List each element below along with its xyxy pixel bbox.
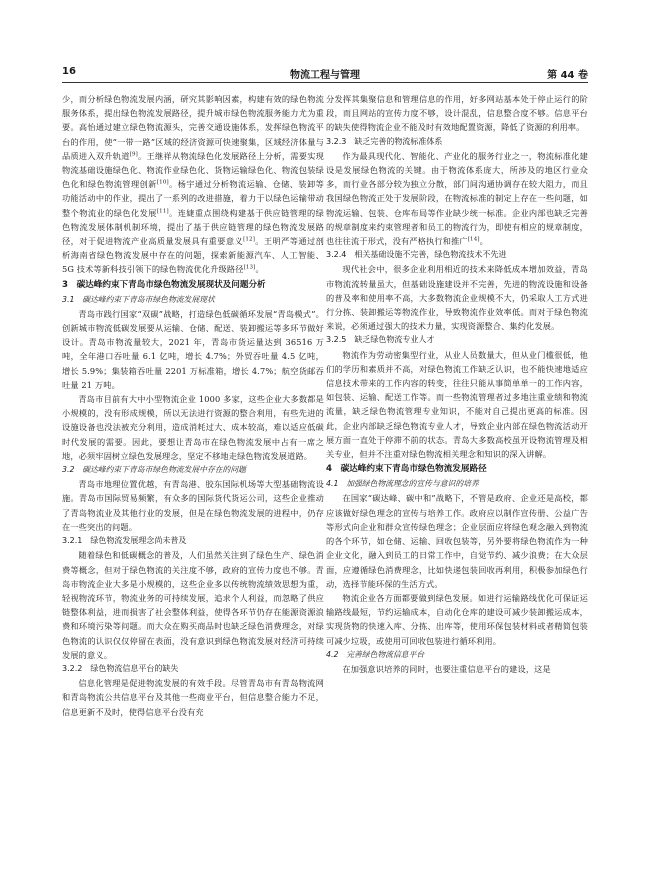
subsection-heading-3-1: 3.1 碳达峰约束下青岛市绿色物流发展现状 (62, 294, 215, 304)
heading-3-2-4: 3.2.4 相关基础设施不完善，绿色物流技术不先进 (326, 250, 507, 260)
paragraph-3-1-b: 青岛市目前有大中小型物流企业 1000 多家，这些企业大多数都是小规模的，没有形成规模，所以无法进行资源的整合利用，有些先进的设施设备也没法被充分利用，造成消耗过大、成本较高，难以适应低碳时代发展的需要。因此，要想让青岛市在绿色物流发展中占有一席之地，必须牢固树立绿色发展理念，坚定不移地走绿色物流发展道路。 (62, 394, 324, 461)
citation-ref[interactable]: [10] (156, 179, 169, 186)
section-heading-3: 3 碳达峰约束下青岛市绿色物流发展现状及问题分析 (62, 279, 266, 290)
citation-ref[interactable]: [9] (129, 151, 138, 158)
paragraph-3-2-5: 物流作为劳动密集型行业，从业人员数量大，但从业门槛很低，他们的学历和素质并不高，对绿色物流工作缺乏认识，也不能快速地适应信息技术带来的工作内容的转变，往往只能从事简单单一的工作内容，如包装、运输、配送工作等。而一些物流管理者过多地注重业绩和物流流量，缺乏绿色物流管理专业知识，不能对自己提出更高的标准。因此，企业内部缺乏绿色物流专业人才，导致企业内部在绿色物流活动开展方面一直处于停滞不前的状态。青岛大多数高校虽开设物流管理及相关专业，但并不注重对绿色物流相关理念和知识的深入讲解。 (326, 349, 588, 460)
heading-3-2-1: 3.2.1 绿色物流发展理念尚未普及 (62, 536, 187, 546)
left-column (62, 92, 324, 872)
paragraph-4-2: 在加强意识培养的同时，也要注重信息平台的建设，这是 (342, 663, 551, 674)
paragraph-3-2: 青岛市地理位置优越，有青岛港、胶东国际机场等大型基础物流设施。青岛市国际贸易频繁，有众多的国际货代货运公司，这些企业推动了青岛物流业及其他行业的发展，但是在绿色物流发展的进程中，仍存在一些突出的问题。 (62, 479, 324, 532)
heading-3-2-5: 3.2.5 缺乏绿色物流专业人才 (326, 335, 435, 345)
paragraph-3-2-3: 作为最具现代化、智能化、产业化的服务行业之一，物流标准化建设是发展绿色物流的关键。由于物流体系庞大，所涉及的地区行业众多，而行业各部分较为独立分散，部门间沟通协调存在较大阻力，而且我国绿色物流正处于发展阶段，在物流标准的制定上存在一些问题，如物流运输、包装、仓库布局等作业缺少统一标准。企业内部也缺乏完善的规章制度来约束管理者和员工的物流行为，即使有相应的规章制度，也往往流于形式，没有严格执行和推广[14]。 (326, 150, 588, 247)
paragraph-3-1-a: 青岛市践行国家“双碳”战略，打造绿色低碳循环发展“青岛模式”。创新城市物流低碳发展要从运输、仓储、配送、装卸搬运等多环节做好设计。青岛市物流量较大，2021 年，青岛市货运量达到 36516 万吨，全年港口吞吐量 6.1 亿吨，增长 4.7%；外贸吞吐量 4.5 亿吨，增长 5.9%；集装箱吞吐量 2201 万标准箱，增长 4.7%；航空货邮吞吐量 21 万吨。 (62, 308, 324, 390)
subsection-heading-4-2: 4.2 完善绿色物流信息平台 (326, 649, 425, 659)
citation-ref[interactable]: [14] (467, 236, 480, 243)
paragraph-3-2-2-continued: 分发挥其集聚信息和管理信息的作用，好多网站基本处于停止运行的阶段，而且网站的宣传力度不够，设计混乱，信息整合度不够。信息平台的缺失使得物流企业不能及时有效地配置资源，降低了资源的利用率。 (326, 94, 588, 133)
citation-ref[interactable]: [11] (156, 207, 169, 214)
intro-paragraph: 少，而分析绿色物流发展内涵，研究其影响因素，构建有效的绿色物流服务体系，提出绿色物流发展路径，提升城市绿色物流服务能力尤为重要。高怡通过建立绿色物流源头，完善交通设施体系，发挥绿色物流平台的作用，使“一带一路”区域的经济资源可快速聚集，区域经济体量与品质进入双升轨道[9]。王继祥从物流绿色化发展路径上分析，需要实现物流基础设施绿色化、物流作业绿色化、货物运输绿色化、物流包装绿色化和绿色物流管理创新[10]。杨宇通过分析物流运输、仓储、装卸等功能活动中的作业，提出了一系列的改进措施，着力于以绿色运输带动整个物流业的绿色化发展[11]。连婕重点围绕构建基于供应链管理的绿色物流发展体制机制环境，提出了基于供应链管理的绿色物流发展路径，对于促进物流产业高质量发展具有重要意义[12]。王明严等通过剖析海南省绿色物流发展中存在的问题，探索新能源汽车、人工智能、5G 技术等新科技引领下的绿色物流优化升级路径[13]。 (62, 94, 324, 275)
paragraph-4-1-b: 物流企业各方面都要做到绿色发展。如进行运输路线优化可保证运输路线最短，节约运输成本，自动化仓库的建设可减少装卸搬运成本，实现货物的快速入库、分拣、出库等，使用环保包装材料或者精简包装可减少垃圾，或使用可回收包装进行循环利用。 (326, 592, 588, 646)
paragraph-4-1-a: 在国家“碳达峰、碳中和”战略下，不管是政府、企业还是高校，都应该做好绿色理念的宣传与培养工作。政府应以制作宣传册、公益广告等形式向企业和群众宣传绿色理念；企业层面应将绿色观念融入到物流的各个环节，如仓储、运输、回收包装等，另外要将绿色物流作为一种企业文化，融入到员工的日常工作中，自觉节约、减少浪费；在大众层面，应遵循绿色消费理念，比如快递包装回收再利用，积极参加绿色行动，选择节能环保的生活方式。 (326, 493, 588, 589)
volume-label: 第 44 卷 (547, 70, 588, 81)
citation-ref[interactable]: [12] (243, 236, 255, 243)
running-header (62, 66, 588, 83)
right-column (326, 92, 588, 872)
heading-3-2-3: 3.2.3 缺乏完善的物流标准体系 (326, 136, 443, 146)
paragraph-3-2-4: 现代社会中，很多企业利用相近的技术来降低成本增加效益，青岛市物流流转量虽大，但基础设施建设并不完善，先进的物流设施和设备的普及率和使用率不高，大多数物流企业规模不大，仍采取人工方式进行分拣、装卸搬运等物流作业，导致物流作业效率低。而对于绿色物流来说，必须通过强大的技术力量，实现资源整合、集约化发展。 (326, 264, 588, 332)
heading-3-2-2: 3.2.2 绿色物流信息平台的缺失 (62, 663, 179, 673)
subsection-heading-3-2: 3.2 碳达峰约束下青岛市绿色物流发展中存在的问题 (62, 465, 246, 475)
subsection-heading-4-1: 4.1 加强绿色物流理念的宣传与意识的培养 (326, 479, 479, 489)
journal-title: 物流工程与管理 (290, 70, 360, 81)
paragraph-3-2-1: 随着绿色和低碳概念的普及，人们虽然关注到了绿色生产、绿色消费等概念，但对于绿色物流的关注度不够，政府的宣传力度也不够。青岛市物流企业大多是小规模的，这些企业多以传统物流绩效思想为重，轻视物流环节，物流业务的可持续发展，追求个人利益，而忽略了供应链整体利益，进而损害了社会整体利益，使得各环节仍存在能源资源浪费和环境污染等问题。而大众在购买商品时也缺乏绿色消费理念，对绿色物流的认识仅仅停留在表面，没有意识到绿色物流发展对经济可持续发展的意义。 (62, 550, 324, 660)
paragraph-3-2-2: 信息化管理是促进物流发展的有效手段。尽管青岛市有青岛物流网和青岛物流公共信息平台及其他一些商业平台，但信息整合能力不足，信息更新不及时，使得信息平台没有充 (62, 678, 324, 717)
section-heading-4: 4 碳达峰约束下青岛市绿色物流发展路径 (326, 464, 487, 475)
citation-ref[interactable]: [13] (243, 264, 256, 271)
page-number: 16 (62, 66, 76, 77)
